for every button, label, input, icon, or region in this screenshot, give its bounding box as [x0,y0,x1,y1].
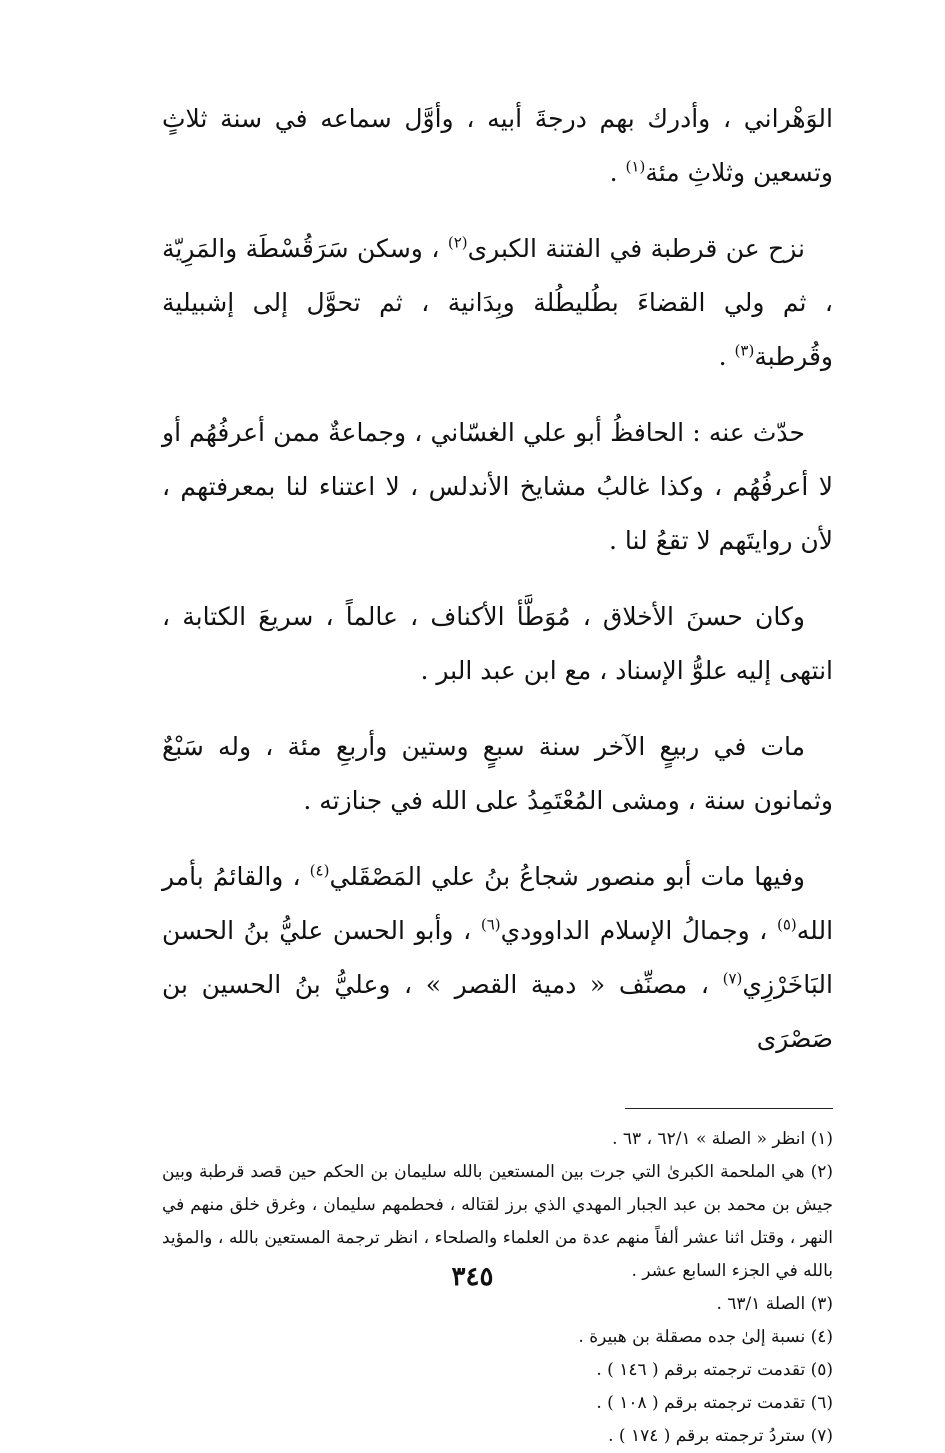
paragraph-4: وكان حسنَ الأخلاق ، مُوَطَّأ الأكناف ، عالماً ، سريعَ الكتابة ، انتهى إليه علوُّ الإسناد ، مع ابن عبد البر . [162,602,833,685]
footnote-ref-5[interactable]: (٥) [776,915,797,934]
paragraph-1 [162,92,833,200]
paragraph-6-text-d: ، وأبو الحسن عليُّ بنُ الحسن البَاخَرْزِي [162,916,833,999]
paragraph-5: مات في ربيعٍ الآخر سنة سبعٍ وستين وأربعِ مئة ، وله سَبْعٌ وثمانون سنة ، ومشى المُعْتَمِدُ على الله في جنازته . [162,732,833,815]
paragraph-1-end: . [609,158,626,187]
footnote-7: (٧) ستردُ ترجمته برقم ( ١٧٤ ) . [608,1426,833,1446]
footnote-separator-wrap [162,1088,833,1123]
footnote-ref-7[interactable]: (٧) [722,969,743,988]
paragraph-6-text-a: وفيها مات أبو منصور شجاعُ بنُ علي المَصْقَلي [329,862,805,891]
paragraph-1-text: الوَهْراني ، وأدرك بهم درجةَ أبيه ، وأوَّل سماعه في سنة ثلاثٍ وتسعين وثلاثِ مئة [162,104,833,187]
footnote-ref-6[interactable]: (٦) [480,915,501,934]
page-number: ٣٤٥ [451,1262,494,1292]
footnote-4: (٤) نسبة إلىٰ جده مصقلة بن هبيرة . [578,1327,833,1347]
main-text [162,92,833,1066]
footnote-1: (١) انظر « الصلة » ٦٢/١ ، ٦٣ . [612,1129,833,1149]
paragraph-6-text-e: ، مصنِّف « دمية القصر » ، وعليُّ بنُ الحسين بن صَصْرَى [162,970,833,1053]
footnote-6: (٦) تقدمت ترجمته برقم ( ١٠٨ ) . [596,1393,833,1413]
paragraph-3: حدّث عنه : الحافظُ أبو علي الغسّاني ، وجماعةٌ ممن أعرفُهُم أو لا أعرفُهُم ، وكذا غالبُ مشايخ الأندلس ، لا اعتناء لنا بمعرفتهم ، لأن روايتَهم لا تقعُ لنا . [162,418,833,555]
paragraph-2 [162,222,833,384]
footnote-ref-3[interactable]: (٣) [734,341,755,360]
paragraph-2-text-a: نزح عن قرطبة في الفتنة الكبرى [467,234,805,263]
footnote-separator [625,1108,833,1109]
footnote-2: (٢) هي الملحمة الكبرىٰ التي جرت بين المستعين بالله سليمان بن الحكم حين قصد قرطبة وبين جيش بن محمد بن عبد الجبار المهدي الذي برز لقتاله ، فحطمهم سليمان ، وغرق خلق منهم في النهر ، وقتل اثنا عشر ألفاً منهم عدة من العلماء والصلحاء ، انظر ترجمة المستعين بالله ، والمؤيد بالله في الجزء السابع عشر . [162,1162,833,1281]
footnote-ref-4[interactable]: (٤) [309,861,330,880]
paragraph-6 [162,850,833,1066]
footnote-3: (٣) الصلة ٦٣/١ . [716,1294,833,1314]
footnote-5: (٥) تقدمت ترجمته برقم ( ١٤٦ ) . [596,1360,833,1380]
paragraph-6-text-c: ، وجمالُ الإسلام الداوودي [500,916,768,945]
footnote-ref-1[interactable]: (١) [625,157,646,176]
footnote-ref-2[interactable]: (٢) [447,233,468,252]
paragraph-6-text-b: ، والقائمُ بأمر الله [162,862,834,945]
paragraph-2-end: . [718,342,735,371]
paragraph-2-text-b: ، وسكن سَرَقُسْطَة والمَرِيّة ، ثم ولي القضاءَ بطُليطُلة وبِدَانية ، ثم تحوَّل إلى إشبيلية وقُرطبة [162,234,833,371]
